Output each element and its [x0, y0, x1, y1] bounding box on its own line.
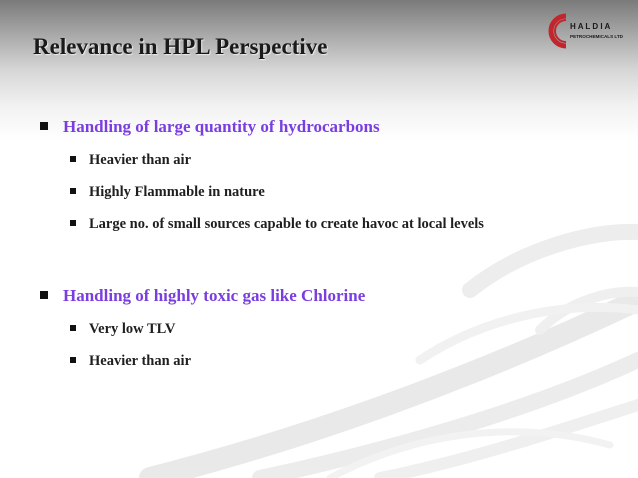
- bullet-text: Highly Flammable in nature: [89, 184, 265, 200]
- square-bullet-icon: [70, 220, 76, 226]
- bullet-hydrocarbons: [40, 117, 380, 137]
- square-bullet-icon: [70, 325, 76, 331]
- haldia-petrochemicals-logo: [548, 13, 632, 49]
- sub-bullet-heavier-than-air-2: [70, 353, 191, 370]
- sub-bullet-heavier-than-air: [70, 152, 191, 169]
- square-bullet-icon: [70, 357, 76, 363]
- slide-title: Relevance in HPL Perspective: [33, 34, 328, 59]
- sub-bullet-small-sources: [70, 216, 484, 233]
- bullet-text: Large no. of small sources capable to create havoc at local levels: [89, 216, 484, 232]
- bullet-chlorine: [40, 286, 365, 306]
- bullet-text: Heavier than air: [89, 353, 192, 369]
- square-bullet-icon: [70, 188, 76, 194]
- sub-bullet-flammable: [70, 184, 265, 201]
- logo-name-top: H A L D I A: [570, 22, 611, 31]
- bullet-text: Handling of highly toxic gas like Chlorine: [63, 286, 366, 305]
- bullet-text: Heavier than air: [89, 152, 192, 168]
- logo-name-bottom: PETROCHEMICALS LTD: [570, 34, 623, 39]
- square-bullet-icon: [40, 122, 48, 130]
- bullet-text: Very low TLV: [89, 321, 176, 337]
- bullet-text: Handling of large quantity of hydrocarbons: [63, 117, 380, 136]
- square-bullet-icon: [70, 156, 76, 162]
- square-bullet-icon: [40, 291, 48, 299]
- sub-bullet-low-tlv: [70, 321, 175, 338]
